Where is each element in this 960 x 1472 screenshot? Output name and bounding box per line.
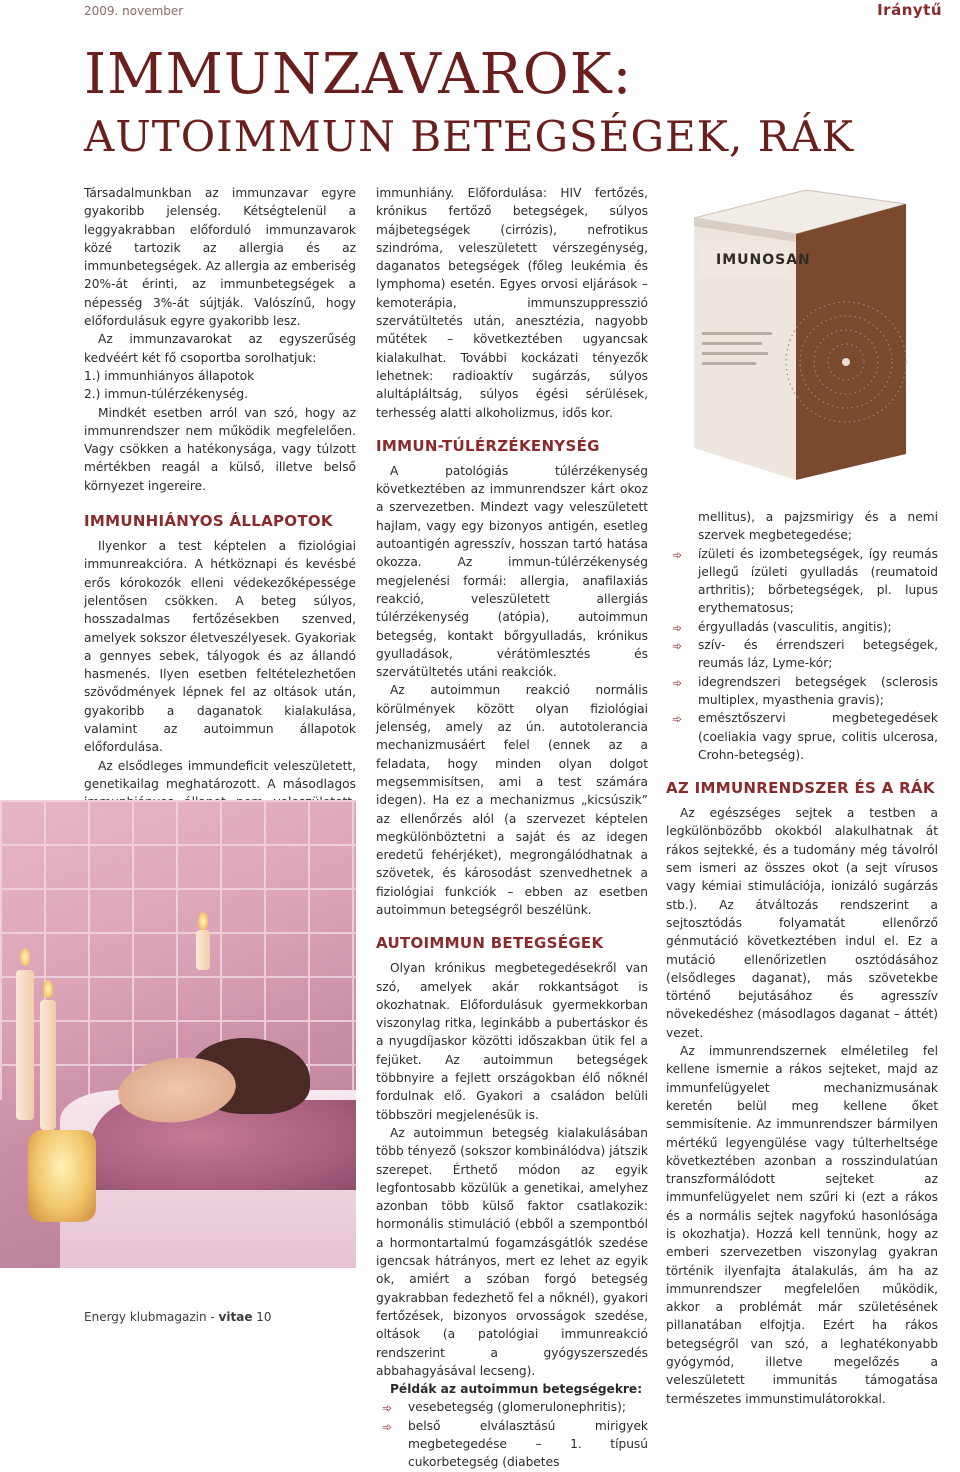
body-paragraph: Az autoimmun reakció normális körülmények között olyan fiziológiai jelenség, amely az ún. autotolerancia mechanizmusáért felel (ennek az a feladata, hogy minden olyan dolgot megsemmisítsen, ami a test számára idegen). Ha ez a mechanizmus „kicsúszik” az ellenőrzés alól (a szervezet képtelen megkülönböztetni a saját és az idegen eredetű fehérjéket), megrongálódhatnak a szövetek, és károsodást szenvedhetnek a fiziológiai funkciók – ebben az esetben autoimmun betegségről beszélünk. bbox=[376, 683, 648, 917]
flame-icon bbox=[198, 912, 208, 930]
body-paragraph: Az elsődleges immundeficit veleszületett, genetikailag meghatározott. A másodlagos bbox=[84, 758, 356, 791]
list-item: 2.) immun-túlérzékenység. bbox=[84, 387, 249, 402]
column-2 bbox=[376, 184, 648, 1472]
body-paragraph: immunhiány. Előfordulása: HIV fertőzés, krónikus fertőző betegségek, súlyos májbetegségek (cirrózis), nefrotikus szindróma, veleszületett vérszegénység, daganatos betegségek (főleg leukémia és lymphoma) esetén. Egyes orvosi eljárások – kemoterápia, immunszuppresszió szervátültetés után, anesztézia, nagyobb műtétek – következtében ugyancsak kialakulhat. További kockázati tényezők lehetnek: radioaktív sugárzás, súlyos alultápláltság, súlyos égési sérülések, terhesség alatti alkoholizmus, idős kor. bbox=[376, 186, 648, 420]
issue-date: 2009. november bbox=[84, 4, 184, 18]
list-item: ➾ idegrendszeri betegségek (sclerosis multiplex, myasthenia gravis); bbox=[672, 674, 938, 707]
arrow-bullet-icon: ➾ bbox=[672, 620, 683, 635]
list-item: ➾ érgyulladás (vasculitis, angitis); bbox=[666, 618, 938, 636]
intro-paragraph: Az immunzavarokat az egyszerűség kedvéért két fő csoportba sorolhatjuk: bbox=[84, 332, 356, 365]
product-box bbox=[686, 182, 914, 482]
section-heading: AZ IMMUNRENDSZER ÉS A RÁK bbox=[666, 779, 935, 798]
column-3 bbox=[666, 508, 938, 1408]
arrow-bullet-icon: ➾ bbox=[382, 1401, 393, 1416]
body-paragraph: Az autoimmun betegség kialakulásában több tényező (sokszor kombinálódva) játszik szerepet. Érthető módon az egyik legfontosabb közülük a genetikai, amelyhez azonban több külső faktor csatlakozik: hormonális stimuláció (ebből a szempontból a hormontartalmú fogamzásgátlók szedése igencsak hátrányos, mert ez lehet az egyik ok, amiért a szóban forgó betegség gyakrabban fedezhető fel a nőknél), gyakori fertőzések, bizonyos orvosságok szedése, oltások (a patológiai immunreakció rendszerint a gyógyszerszedés abbahagyásával lecseng). bbox=[376, 1125, 648, 1378]
section-heading: IMMUNHIÁNYOS ÁLLAPOTOK bbox=[84, 512, 333, 531]
section-label: Iránytű bbox=[877, 1, 942, 19]
intro-paragraph: Mindkét esetben arról van szó, hogy az immunrendszer nem működik megfelelően. Vagy csökken a hatékonysága, vagy túlzott mértékben reagál a külső, illetve belső környezet ingereire. bbox=[84, 405, 356, 493]
list-item: ➾ belső elválasztású mirigyek megbetegedése – 1. típusú cukorbetegség (diabetes bbox=[382, 1418, 648, 1470]
candle-decoration bbox=[16, 970, 34, 1120]
candle-jar bbox=[28, 1130, 96, 1222]
examples-list bbox=[376, 1398, 648, 1471]
list-continuation: mellitus), a pajzsmirigy és a nemi szervek megbetegedése; bbox=[698, 510, 938, 543]
body-paragraph: Ilyenkor a test képtelen a fiziológiai immunreakcióra. A hétköznapi és kevésbé erős kórokozók elleni védekezőképessége jelentősen csökken. A beteg súlyos, hosszadalmas fertőzésekben szenved, amelyek sokszor életveszélyesek. Gyakoriak a gennyes sebek, tályogok és az állandó hasmenés. Ilyen esetben feltételezhetően szövődmények lépnek fel az oltások után, gyakoribb a daganatok kialakulása, valamint az autoimmun állapotok előfordulása. bbox=[84, 539, 356, 755]
page-number: 10 bbox=[252, 1310, 272, 1324]
arrow-bullet-icon: ➾ bbox=[382, 1419, 393, 1434]
bath-water bbox=[90, 1100, 356, 1190]
product-brand: IMUNOSAN bbox=[716, 252, 811, 268]
examples-title: Példák az autoimmun betegségekre: bbox=[390, 1382, 643, 1397]
list-item: ➾ szív- és érrendszeri betegségek, reumás láz, Lyme-kór; bbox=[672, 638, 938, 671]
section-heading: IMMUN-TÚLÉRZÉKENYSÉG bbox=[376, 436, 600, 455]
arrow-bullet-icon: ➾ bbox=[672, 675, 683, 690]
page-subtitle: AUTOIMMUN BETEGSÉGEK, RÁK bbox=[84, 112, 855, 161]
list-item: ➾ emésztőszervi megbetegedések (coeliakia vagy sprue, colitis ulcerosa, Crohn-betegség). bbox=[672, 711, 938, 762]
body-paragraph: Az immunrendszernek elméletileg fel kellene ismernie a rákos sejteket, majd az immunfelügyelet mechanizmusának keretén belül meg kellene őket semmisítenie. Az immunrendszer bármilyen mértékű legyengülése vagy túlterheltsége következtében azonban a rosszindulatúan transzformálódott sejteket az immunfelügyelet nem szűri ki (ezt a rákos és a normális sejtek nagyfokú hasonlósága is okozhatja). Hozzá kell tennünk, hogy az emberi szervezetben viszonylag gyakran történik ilyenfajta átalakulás, ám ha az immunrendszer megfelelően működik, akkor a problémát már születésének pillanatában elfojtja. Ezért ha rákos betegségről van szó, a leghatékonyabb gyógymód, illetve megelőzés a veleszületett immunitás támogatása természetes immunstimulátorokkal. bbox=[666, 1044, 938, 1406]
candle-decoration bbox=[40, 1000, 56, 1130]
list-item: ➾ vesebetegség (glomerulonephritis); bbox=[376, 1398, 648, 1416]
arrow-bullet-icon: ➾ bbox=[672, 712, 683, 727]
page-title: IMMUNZAVAROK: bbox=[84, 42, 633, 107]
body-paragraph: A patológiás túlérzékenység következtében az immunrendszer kárt okoz a szervezetben. Mindezt vagy veleszületett hajlam, vagy egy bizonyos antigén, esetleg autoantigén agresszív, hosszan tartó hatása okozza. Az immun-túlérzékenység megjelenési formái: allergia, anafilaxiás reakció, veleszületett allergiás túlérzékenység (atópia), autoimmun betegség, kontakt bőrgyulladás, krónikus gyulladások, vérátömlesztés és szervátültetés utáni reakciók. bbox=[376, 463, 648, 680]
disease-list bbox=[666, 545, 938, 765]
body-paragraph: Az egészséges sejtek a testben a legkülönbözőbb okokból alakulhatnak át rákos sejtekké, és a tudomány még távolról sem ismeri az összes okot (a sejt vírusos vagy kémiai stimulációja, ionizáló sugárzás stb.). Az átváltozás rendszerint a sejtosztódás folyamatát ellenőrző génmutáció következtében indul el. Ez a mutáció ellenőrizetlen osztódásához (elsődleges daganat), más szövetekbe történő bejutásához és agresszív növekedéshez (másodlagos daganat – áttét) vezet. bbox=[666, 806, 938, 1040]
intro-paragraph: Társadalmunkban az immunzavar egyre gyakoribb jelenség. Kétségtelenül a leggyakrabban előforduló immunzavarok közé tartozik az allergia és az immunbetegségek. Az allergia az emberiség 20%-át érinti, az immunbetegségek a népesség 3%-át sújtják. Valószínű, hogy előfordulásuk egyre gyakoribb lesz. bbox=[84, 186, 356, 329]
imunosan-box-image bbox=[686, 182, 914, 482]
body-paragraph: Olyan krónikus megbetegedésekről van szó, amelyek akár rokkantságot is okozhatnak. Előfordulásuk gyermekkorban viszonylag ritka, leginkább a pubertáskor és a nyugdíjaskor közötti időszakban ütik fel a fejüket. Az autoimmun betegségek többnyire a fejlett országokban élő nőknél fordulnak elő. Gyakori a családon belüli többszöri megjelenésük is. bbox=[376, 961, 648, 1122]
list-item: ➾ ízületi és izombetegségek, így reumás jellegű ízületi gyulladás (reumatoid arthritis); bőrbetegségek, pl. lupus erythematosus; bbox=[672, 546, 938, 616]
flame-icon bbox=[43, 980, 53, 998]
page-footer: Energy klubmagazin - vitae 10 bbox=[84, 1310, 272, 1324]
arrow-bullet-icon: ➾ bbox=[672, 547, 683, 562]
column-1 bbox=[84, 184, 356, 885]
flame-icon bbox=[20, 948, 30, 966]
arrow-bullet-icon: ➾ bbox=[672, 639, 683, 654]
section-heading: AUTOIMMUN BETEGSÉGEK bbox=[376, 934, 604, 953]
candle-decoration bbox=[196, 930, 210, 970]
bath-photo bbox=[0, 800, 356, 1268]
magazine-name: vitae bbox=[218, 1310, 253, 1324]
list-item: 1.) immunhiányos állapotok bbox=[84, 368, 255, 383]
